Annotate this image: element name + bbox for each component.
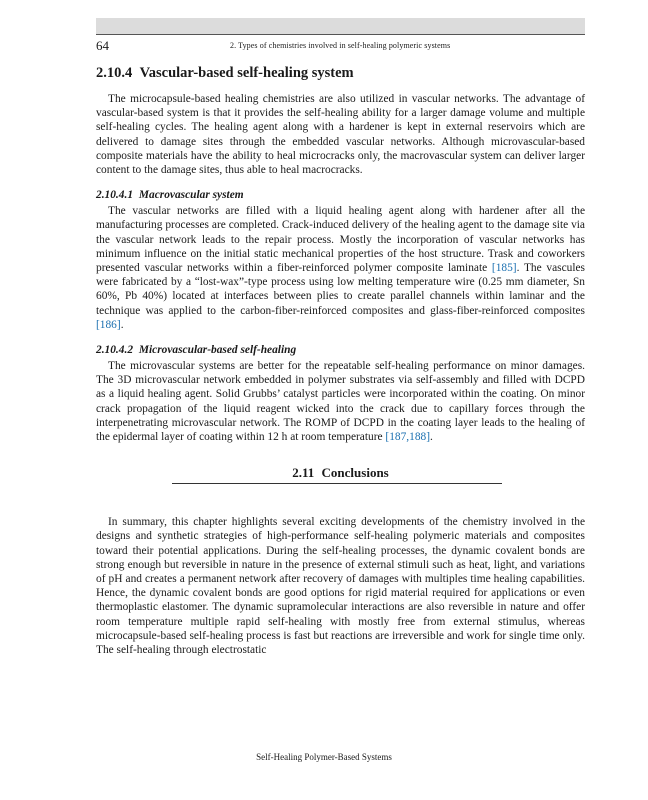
citation-link[interactable]: [187,188]	[385, 431, 431, 444]
conclusions-number: 2.11	[292, 465, 315, 481]
section-title: Vascular-based self-healing system	[139, 65, 354, 81]
running-head: 2. Types of chemistries involved in self-healing polymeric systems	[230, 41, 451, 50]
subsection-number: 2.10.4.2	[96, 344, 134, 357]
subsection-title: Macrovascular system	[138, 189, 244, 202]
paragraph-text: The microvascular systems are better for the repeatable self-healing performance on minor damages. The 3D microvascular network embedded in polymer substrates via self-assembly and filled with DCPD as a liquid healing agent. Solid Grubbs’ catalyst particles were incorporated within the coating. On minor crack propagation of the liquid reagent wicked into the crack due to capillary forces through the interpenetrating microvascular network. The ROMP of DCPD in the coating layer leads to the healing of the epidermal layer of coating within 12 h at room temperature	[96, 360, 585, 444]
microvascular-paragraph	[96, 359, 585, 444]
citation-link[interactable]: [185]	[491, 262, 517, 275]
subsection-title: Microvascular-based self-healing	[138, 344, 297, 357]
page-footer: Self-Healing Polymer-Based Systems	[256, 752, 392, 762]
conclusions-paragraph: In summary, this chapter highlights several exciting developments of the chemistry involved in the designs and synthetic strategies of high-performance self-healing polymeric materials and composites toward their potential applications. During the self-healing processes, the dynamic covalent bonds are strong enough but reversible in nature in the presence of external stimuli such as heat, light, and variations of pH and creates a permanent network after recovery of damages with multiples time healing capabilities. Hence, the dynamic covalent bonds are good options for rigid material required for applications or even thermoplastic elastomer. The dynamic supramolecular interactions are also reversible in nature and offer room temperature multiple rapid self-healing with mostly free from external stimulus, whereas microcapsule-based self-healing process is fast but reactions are irreversible and work for single time only. The self-healing through electrostatic	[96, 516, 585, 657]
paragraph-text: .	[120, 318, 124, 331]
macrovascular-paragraph	[96, 204, 585, 332]
section-paragraph: The microcapsule-based healing chemistries are also utilized in vascular networks. The advantage of vascular-based system is that it provides the self-healing ability for a larger damage volume and multiple self-healing cycles. The healing agent along with a hardener is kept in external reservoirs which are delivered to damage sites through the embedded vascular networks. Although microvascular-based composite materials have the ability to heal microcracks only, the macrovascular system can deliver larger content to the damage sites, thus able to heal macrocracks.	[96, 93, 585, 177]
conclusions-rule	[172, 483, 502, 484]
section-number: 2.10.4	[96, 65, 133, 81]
subsection-heading-macrovascular	[96, 188, 585, 202]
conclusions-title: Conclusions	[321, 465, 389, 481]
header-band	[96, 18, 585, 34]
paragraph-text: .	[430, 431, 433, 444]
page-number: 64	[96, 38, 109, 53]
page-body	[96, 64, 585, 657]
subsection-number: 2.10.4.1	[96, 189, 134, 202]
citation-link[interactable]: [186]	[96, 318, 121, 331]
paragraph-text: The vascular networks are filled with a liquid healing agent along with hardener after all the manufacturing processes are completed. Crack-induced delivery of the healing agent to the damage site via the vascular network leads to the repair process. Mostly the incorporation of vascular networks has minimum influence on the initial static mechanical properties of the host structure. Trask and coworkers presented vascular networks within a fiber-reinforced polymer composite laminate	[96, 205, 585, 275]
section-heading	[96, 64, 585, 82]
conclusions-heading	[96, 465, 585, 481]
paragraph-text: . The vascules were fabricated by a “lost-wax”-type process using low melting temperature wire (0.25 mm diameter, Sn 60%, Pb 40%) located at interfaces between plies to create parallel channels within laminar and the technique was applied to the carbon-fiber-reinforced composites and glass-fiber-reinforced composites	[96, 262, 585, 317]
subsection-heading-microvascular	[96, 343, 585, 357]
header-rule	[96, 34, 585, 35]
page-header	[96, 38, 585, 54]
conclusions-heading-block	[96, 465, 585, 489]
